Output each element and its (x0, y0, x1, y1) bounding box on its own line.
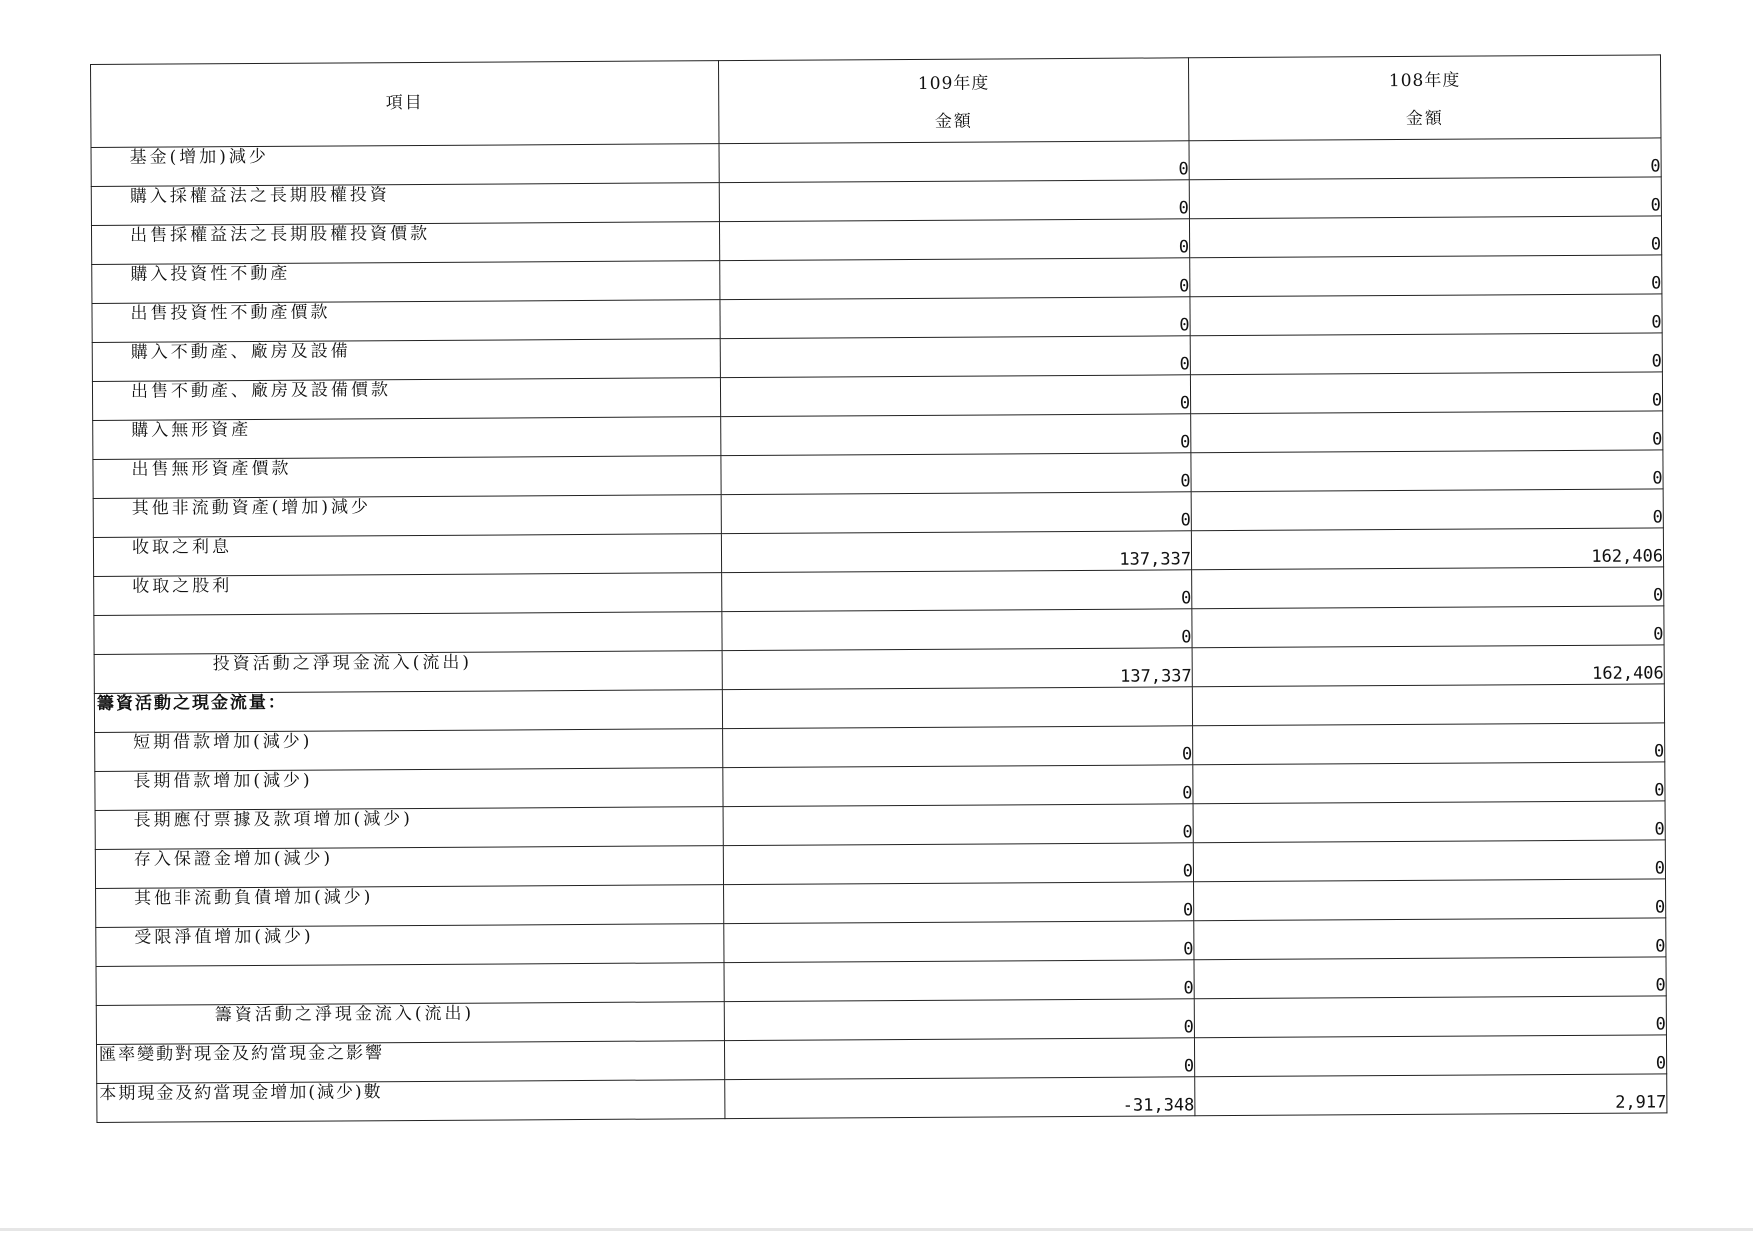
amount-108-cell: 0 (1194, 879, 1666, 921)
amount-109-cell: 0 (724, 960, 1194, 1002)
amount-108-cell: 162,406 (1192, 645, 1664, 687)
row-label-cell (96, 1002, 724, 1045)
amount-109-cell: 0 (720, 375, 1190, 417)
amount-109-cell: -31,348 (725, 1077, 1195, 1119)
amount-108-cell: 0 (1193, 762, 1665, 804)
amount-109-cell: 0 (721, 453, 1191, 495)
row-label: 購入不動產、廠房及設備 (130, 341, 351, 363)
amount-109-cell: 0 (723, 843, 1193, 885)
amount-109-cell: 0 (719, 219, 1189, 261)
header-item-cell (91, 61, 719, 148)
amount-109-cell: 0 (720, 336, 1190, 378)
amount-108-cell: 0 (1191, 411, 1663, 453)
amount-109-cell: 0 (719, 180, 1189, 222)
amount-109-cell: 0 (721, 492, 1191, 534)
amount-108-cell: 0 (1194, 996, 1666, 1038)
row-label-cell (96, 885, 724, 928)
row-label: 基金(增加)減少 (129, 146, 269, 168)
amount-108-cell: 0 (1189, 177, 1661, 219)
header-amount-109-label: 金額 (934, 111, 973, 132)
amount-109-cell: 0 (719, 141, 1189, 183)
scan-edge-line (0, 1228, 1753, 1231)
row-label-cell (93, 495, 721, 538)
amount-108-cell: 0 (1190, 333, 1662, 375)
amount-108-cell: 0 (1193, 840, 1665, 882)
header-year-108-cell (1188, 55, 1660, 141)
row-label: 出售投資性不動產價款 (130, 302, 331, 324)
row-label-cell (92, 300, 720, 343)
row-label: 匯率變動對現金及約當現金之影響 (98, 1043, 385, 1065)
row-label: 受限淨值增加(減少) (134, 926, 314, 948)
row-label-cell (96, 924, 724, 967)
row-label-cell (94, 612, 722, 655)
amount-108-cell: 0 (1190, 294, 1662, 336)
header-year-109-cell (718, 58, 1188, 144)
row-label: 短期借款增加(減少) (133, 731, 313, 753)
cash-flow-table-body (91, 55, 1667, 1123)
amount-109-cell: 0 (720, 297, 1190, 339)
amount-108-cell: 0 (1192, 606, 1664, 648)
amount-108-cell: 162,406 (1191, 528, 1663, 570)
amount-109-cell: 137,337 (722, 648, 1192, 690)
row-label: 本期現金及約當現金增加(減少)數 (99, 1082, 383, 1104)
row-label-cell (95, 807, 723, 850)
amount-108-cell (1192, 684, 1664, 726)
table-row (97, 1074, 1667, 1123)
row-label: 長期借款增加(減少) (133, 770, 313, 792)
row-label: 出售採權益法之長期股權投資價款 (129, 223, 431, 246)
row-label-cell (92, 261, 720, 304)
amount-108-cell: 0 (1194, 957, 1666, 999)
amount-108-cell: 0 (1192, 567, 1664, 609)
row-label-cell (95, 729, 723, 772)
amount-109-cell: 0 (723, 726, 1193, 768)
row-label-cell (93, 534, 721, 577)
amount-109-cell: 137,337 (721, 531, 1191, 573)
amount-109-cell: 0 (724, 921, 1194, 963)
row-label-cell (94, 651, 722, 694)
row-label-cell (94, 690, 722, 733)
header-year-109-label: 109年度 (917, 73, 990, 94)
row-label-cell (95, 768, 723, 811)
amount-109-cell: 0 (720, 258, 1190, 300)
amount-108-cell: 2,917 (1195, 1074, 1667, 1116)
row-label-cell (95, 846, 723, 889)
row-label: 購入投資性不動產 (130, 263, 291, 285)
cash-flow-table (90, 54, 1667, 1123)
amount-108-cell: 0 (1191, 489, 1663, 531)
amount-108-cell: 0 (1193, 723, 1665, 765)
amount-108-cell: 0 (1190, 255, 1662, 297)
row-label-cell (92, 378, 720, 421)
amount-109-cell: 0 (724, 1038, 1194, 1080)
row-label-cell (91, 222, 719, 265)
amount-109-cell: 0 (721, 414, 1191, 456)
amount-109-cell: 0 (724, 882, 1194, 924)
amount-108-cell: 0 (1193, 801, 1665, 843)
amount-108-cell: 0 (1194, 1035, 1666, 1077)
row-label-cell (96, 963, 724, 1006)
amount-108-cell: 0 (1189, 216, 1661, 258)
amount-109-cell: 0 (723, 804, 1193, 846)
header-year-108-label: 108年度 (1388, 70, 1461, 92)
row-label-cell (93, 456, 721, 499)
row-label: 出售無形資產價款 (131, 458, 292, 480)
row-label: 收取之利息 (131, 537, 233, 558)
row-label-cell (93, 417, 721, 460)
row-label-cell (92, 339, 720, 382)
row-label: 長期應付票據及款項增加(減少) (133, 809, 413, 831)
header-item-label: 項目 (385, 92, 424, 114)
amount-109-cell: 0 (722, 609, 1192, 651)
amount-108-cell: 0 (1194, 918, 1666, 960)
header-amount-108-label: 金額 (1405, 108, 1444, 129)
amount-109-cell: 0 (722, 570, 1192, 612)
amount-109-cell: 0 (724, 999, 1194, 1041)
amount-108-cell: 0 (1190, 372, 1662, 414)
row-label: 其他非流動資產(增加)減少 (131, 497, 372, 519)
row-label: 出售不動產、廠房及設備價款 (130, 380, 392, 402)
row-label-cell (91, 183, 719, 226)
row-label: 購入無形資產 (131, 420, 252, 441)
row-label: 籌資活動之淨現金流入(流出) (214, 1003, 475, 1026)
amount-108-cell: 0 (1191, 450, 1663, 492)
table-header-row (91, 55, 1661, 148)
row-label-cell (91, 144, 719, 187)
row-label: 籌資活動之現金流量： (96, 692, 287, 714)
row-label: 其他非流動負債增加(減少) (134, 887, 374, 909)
row-label-cell (96, 1041, 724, 1084)
amount-109-cell (722, 687, 1192, 729)
row-label: 投資活動之淨現金流入(流出) (212, 652, 472, 675)
row-label-cell (94, 573, 722, 616)
amount-108-cell: 0 (1189, 138, 1661, 180)
row-label: 購入採權益法之長期股權投資 (129, 185, 390, 207)
row-label: 存入保證金增加(減少) (133, 848, 334, 870)
row-label: 收取之股利 (132, 576, 233, 597)
row-label-cell (97, 1080, 725, 1123)
cash-flow-sheet (90, 54, 1666, 1123)
amount-109-cell: 0 (723, 765, 1193, 807)
